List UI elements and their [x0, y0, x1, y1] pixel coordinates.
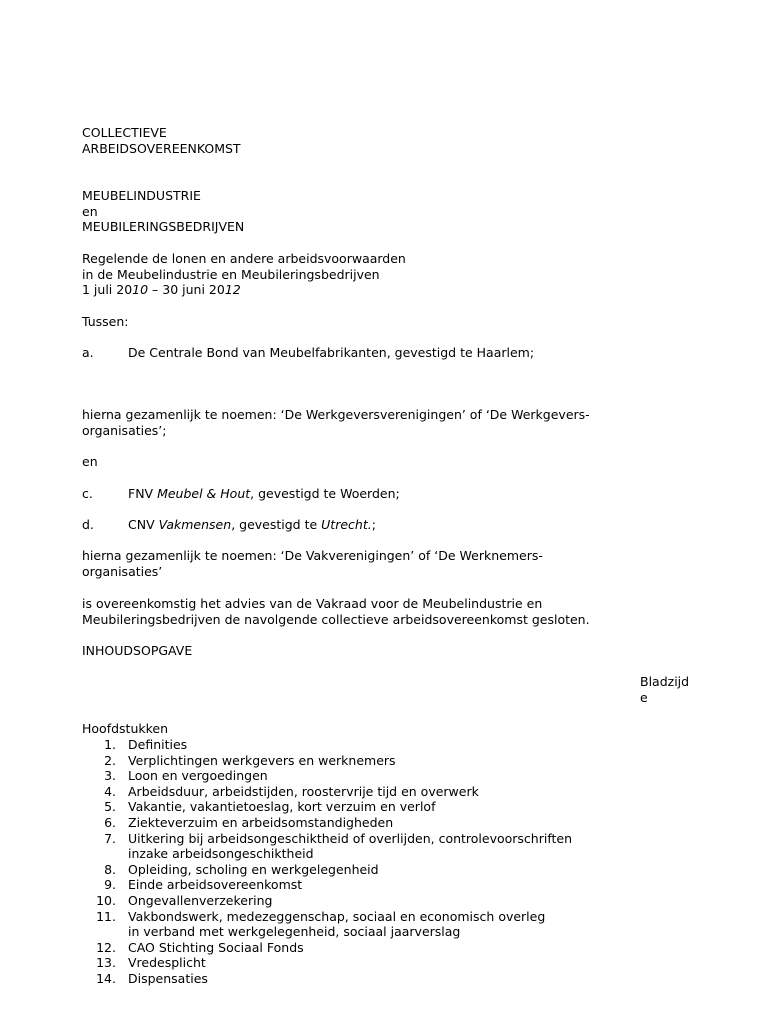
- unions-note-line-1: hierna gezamenlijk te noemen: ‘De Vakverenigingen’ of ‘De Werknemers-: [82, 548, 543, 563]
- toc-section-label: Hoofdstukken: [82, 721, 169, 736]
- toc-item-number: 3.: [104, 768, 116, 784]
- toc-item: [0, 831, 768, 847]
- heading-industry: MEUBELINDUSTRIE: [82, 188, 201, 203]
- agreement-line-2: Meubileringsbedrijven de navolgende collectieve arbeidsovereenkomst gesloten.: [82, 611, 590, 627]
- toc-item-number: 11.: [96, 908, 116, 924]
- period-start-prefix: 1 juli 20: [82, 282, 133, 298]
- toc-item-title: Uitkering bij arbeidsongeschiktheid of overlijden, controlevoorschriften: [128, 830, 573, 846]
- party-c-label: c.: [82, 486, 93, 501]
- toc-item: [0, 893, 768, 909]
- toc-item-number: 1.: [104, 737, 116, 752]
- party-c-post: , gevestigd te Woerden;: [250, 486, 400, 501]
- and-label: en: [82, 454, 98, 469]
- period-end-prefix: – 30 juni 20: [148, 282, 225, 298]
- heading-furnishing: MEUBILERINGSBEDRIJVEN: [82, 219, 245, 235]
- party-c-pre: FNV: [128, 486, 158, 501]
- toc-item-title: Vakantie, vakantietoeslag, kort verzuim en verlof: [128, 799, 436, 815]
- toc-item-number: 14.: [96, 971, 116, 986]
- toc-item-number: 5.: [104, 799, 116, 815]
- employers-note-line-1: hierna gezamenlijk te noemen: ‘De Werkgeversverenigingen’ of ‘De Werkgevers-: [82, 407, 590, 422]
- toc-page-column-label: [640, 674, 689, 705]
- toc-item-title: CAO Stichting Sociaal Fonds: [128, 939, 304, 955]
- toc-item: [0, 955, 768, 971]
- agreement-line-1: is overeenkomstig het advies van de Vakraad voor de Meubelindustrie en: [82, 596, 543, 611]
- period-line: [82, 282, 406, 298]
- toc-item-title: Ongevallenverzekering: [128, 893, 273, 908]
- toc-item-title: in verband met werkgelegenheid, sociaal jaarverslag: [128, 924, 461, 940]
- toc-item-title: inzake arbeidsongeschiktheid: [128, 846, 314, 862]
- toc-item: [0, 862, 768, 878]
- toc-item-title: Einde arbeidsovereenkomst: [128, 877, 303, 893]
- party-d-name: Vakmensen: [158, 517, 232, 532]
- employers-note: [82, 407, 590, 438]
- title-line-1: COLLECTIEVE: [82, 125, 167, 140]
- agreement-paragraph: [82, 596, 590, 627]
- toc-item: [0, 784, 768, 800]
- tussen-label: Tussen:: [82, 314, 129, 329]
- unions-note: [82, 548, 543, 579]
- toc-item: [0, 768, 768, 784]
- toc-item: [0, 877, 768, 893]
- toc-item: [0, 971, 768, 987]
- party-a-text: De Centrale Bond van Meubelfabrikanten, gevestigd te Haarlem;: [128, 345, 535, 360]
- toc-item: [0, 799, 768, 815]
- toc-item-title: Definities: [128, 737, 188, 752]
- toc-item-number: 9.: [104, 877, 116, 893]
- party-d-mid: , gevestigd te: [231, 517, 322, 532]
- parties-heading: [82, 188, 244, 235]
- toc-item: [0, 846, 768, 862]
- employers-note-line-2: organisaties’;: [82, 422, 167, 438]
- party-c-name: Meubel & Hout: [157, 486, 251, 501]
- toc-item: [0, 815, 768, 831]
- toc-heading: INHOUDSOPGAVE: [82, 643, 193, 658]
- toc-item-number: 13.: [96, 955, 116, 971]
- intro-paragraph: [82, 251, 406, 298]
- party-a: [0, 345, 768, 361]
- party-a-label: a.: [82, 345, 94, 360]
- period-end-year: 12: [224, 282, 241, 298]
- toc-item-number: 10.: [96, 893, 116, 908]
- toc-item-title: Vredesplicht: [128, 955, 206, 971]
- toc-item: [0, 737, 768, 753]
- toc-item-number: 7.: [104, 830, 116, 846]
- toc-item-number: 6.: [104, 815, 116, 830]
- heading-and: en: [82, 203, 98, 219]
- party-d: [0, 517, 768, 533]
- toc-item-number: 2.: [104, 752, 116, 768]
- party-d-post: ;: [371, 517, 376, 532]
- toc-item: [0, 940, 768, 956]
- period-start-year: 10: [132, 282, 149, 298]
- toc-item-title: Ziekteverzuim en arbeidsomstandigheden: [128, 815, 394, 830]
- party-d-city: Utrecht.: [321, 517, 372, 532]
- party-d-pre: CNV: [128, 517, 159, 532]
- toc-item-title: Dispensaties: [128, 971, 208, 986]
- toc-item-number: 8.: [104, 861, 116, 877]
- toc-item: [0, 753, 768, 769]
- toc-item-number: 12.: [96, 939, 116, 955]
- toc-item-title: Arbeidsduur, arbeidstijden, roostervrije tijd en overwerk: [128, 783, 479, 799]
- intro-line-2: in de Meubelindustrie en Meubileringsbedrijven: [82, 266, 380, 282]
- toc-item-title: Opleiding, scholing en werkgelegenheid: [128, 861, 379, 877]
- toc-item: [0, 909, 768, 925]
- page-label-line-2: e: [640, 689, 648, 705]
- toc-item-title: Loon en vergoedingen: [128, 768, 268, 784]
- party-c: [0, 486, 768, 502]
- toc-item-number: 4.: [104, 783, 116, 799]
- toc-item-title: Vakbondswerk, medezeggenschap, sociaal en economisch overleg: [128, 908, 546, 924]
- toc-item: [0, 924, 768, 940]
- party-d-label: d.: [82, 517, 94, 532]
- title-line-2: ARBEIDSOVEREENKOMST: [82, 140, 241, 156]
- unions-note-line-2: organisaties’: [82, 563, 163, 579]
- page-label-line-1: Bladzijd: [640, 674, 690, 689]
- party-d-text: [128, 517, 376, 533]
- document-title: [82, 125, 241, 156]
- intro-line-1: Regelende de lonen en andere arbeidsvoorwaarden: [82, 251, 406, 266]
- party-c-text: [128, 486, 400, 502]
- toc-item-title: Verplichtingen werkgevers en werknemers: [128, 752, 396, 768]
